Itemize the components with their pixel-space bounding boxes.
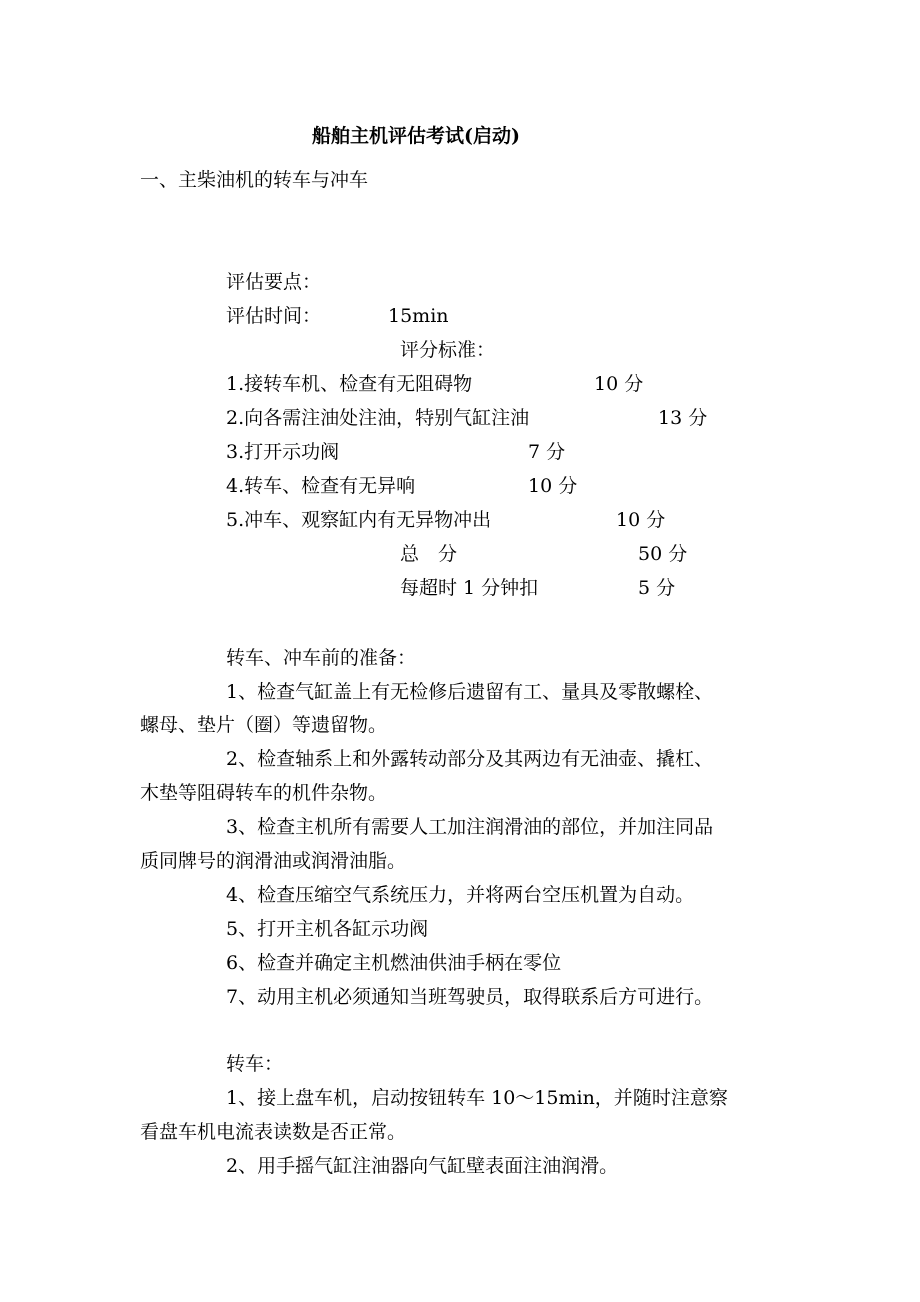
preparation-line: 7、动用主机必须通知当班驾驶员，取得联系后方可进行。 bbox=[226, 986, 714, 1008]
penalty-label: 每超时 1 分钟扣 bbox=[400, 577, 539, 599]
turning-heading: 转车： bbox=[226, 1053, 284, 1075]
assessment-time-label: 评估时间： bbox=[226, 305, 322, 327]
turning-line: 1、接上盘车机，启动按钮转车 10～15min，并随时注意察 bbox=[226, 1087, 728, 1109]
criteria-item-score: 13 分 bbox=[658, 407, 708, 429]
criteria-item-score: 7 分 bbox=[528, 441, 566, 463]
section-heading: 一、主柴油机的转车与冲车 bbox=[140, 169, 369, 191]
preparation-line: 3、检查主机所有需要人工加注润滑油的部位，并加注同品 bbox=[226, 816, 714, 838]
total-score: 50 分 bbox=[638, 543, 688, 565]
penalty-score: 5 分 bbox=[638, 577, 676, 599]
total-label: 总 分 bbox=[400, 543, 458, 565]
assessment-time-value: 15min bbox=[388, 305, 449, 327]
criteria-item-text: 5.冲车、观察缸内有无异物冲出 bbox=[226, 509, 492, 531]
criteria-item-score: 10 分 bbox=[594, 373, 644, 395]
criteria-label: 评分标准： bbox=[400, 339, 496, 361]
document-title: 船舶主机评估考试(启动) bbox=[312, 125, 520, 147]
preparation-line: 4、检查压缩空气系统压力，并将两台空压机置为自动。 bbox=[226, 884, 695, 906]
criteria-item-text: 4.转车、检查有无异响 bbox=[226, 475, 416, 497]
criteria-item-text: 1.接转车机、检查有无阻碍物 bbox=[226, 373, 473, 395]
criteria-item-text: 2.向各需注油处注油，特别气缸注油 bbox=[226, 407, 530, 429]
criteria-item-score: 10 分 bbox=[616, 509, 666, 531]
preparation-heading: 转车、冲车前的准备： bbox=[226, 647, 417, 669]
criteria-item-text: 3.打开示功阀 bbox=[226, 441, 340, 463]
preparation-line: 6、检查并确定主机燃油供油手柄在零位 bbox=[226, 952, 562, 974]
turning-line: 看盘车机电流表读数是否正常。 bbox=[140, 1121, 407, 1143]
preparation-line: 5、打开主机各缸示功阀 bbox=[226, 918, 429, 940]
preparation-line: 质同牌号的润滑油或润滑油脂。 bbox=[140, 850, 407, 872]
preparation-line: 1、检查气缸盖上有无检修后遗留有工、量具及零散螺栓、 bbox=[226, 681, 714, 703]
turning-line: 2、用手摇气缸注油器向气缸壁表面注油润滑。 bbox=[226, 1155, 619, 1177]
assessment-points-label: 评估要点： bbox=[226, 271, 322, 293]
preparation-line: 螺母、垫片（圈）等遗留物。 bbox=[140, 714, 388, 736]
preparation-line: 2、检查轴系上和外露转动部分及其两边有无油壶、撬杠、 bbox=[226, 748, 714, 770]
preparation-line: 木垫等阻碍转车的机件杂物。 bbox=[140, 782, 388, 804]
criteria-item-score: 10 分 bbox=[528, 475, 578, 497]
